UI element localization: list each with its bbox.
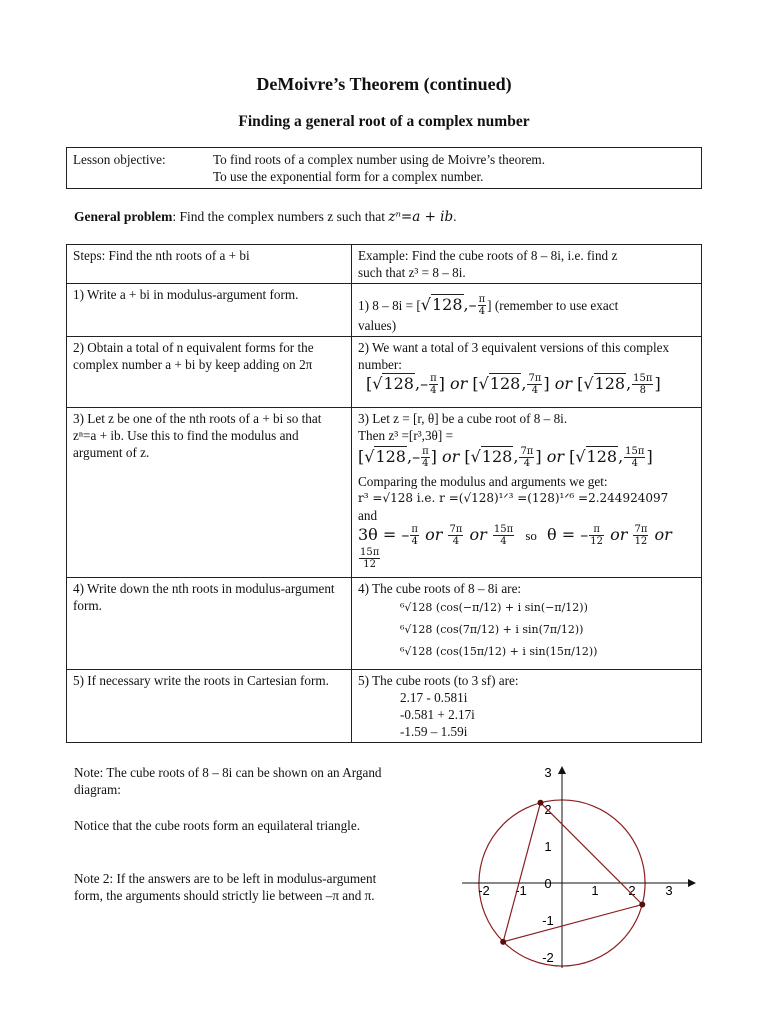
imaginary-axis-arrow [558, 766, 566, 774]
x-tick-label: 1 [591, 883, 599, 898]
step-1-right-b: ] (remember to use exact [487, 298, 619, 313]
objective-label: Lesson objective: [67, 148, 208, 189]
equilateral-triangle [503, 803, 642, 942]
step-2-right [352, 337, 702, 408]
general-text: : Find the complex numbers z such that [172, 209, 389, 224]
step-2-left: 2) Obtain a total of n equivalent forms for the complex number a + bi by keep adding on 2π [67, 337, 352, 408]
note-1-line-b: diagram: [74, 782, 121, 797]
step-1-right-a: 1) 8 – 8i = [ [358, 298, 421, 313]
step-3-left: 3) Let z be one of the nth roots of a + bi so that zⁿ=a + ib. Use this to find the modulus and argument of z. [67, 408, 352, 578]
step-3-line-1: 3) Let z = [r, θ] be a cube root of 8 – 8i. [358, 411, 568, 426]
root-1: ⁶√128 (cos(−π/12) + i sin(−π/12)) [400, 601, 588, 614]
root-point-2 [538, 800, 544, 806]
x-tick-label: 2 [628, 883, 636, 898]
step-4-right-text: 4) The cube roots of 8 – 8i are: [358, 581, 522, 596]
general-problem [74, 209, 457, 225]
header-right-line-1: Example: Find the cube roots of 8 – 8i, i.e. find z [358, 248, 618, 263]
page-title: DeMoivre’s Theorem (continued) [256, 74, 512, 94]
step-5-root-list [358, 689, 695, 740]
step-4-left: 4) Write down the nth roots in modulus-argument form. [67, 578, 352, 670]
step-5-right [352, 670, 702, 743]
steps-header-right [352, 245, 702, 284]
general-equation: zⁿ=a + ib [388, 209, 454, 225]
argand-diagram [456, 760, 706, 975]
step-2-right-text: 2) We want a total of 3 equivalent versions of this complex number: [358, 340, 670, 372]
step-4-root-list [358, 597, 695, 663]
objective-text [207, 148, 702, 189]
note-2 [74, 870, 376, 904]
y-tick-label: 2 [544, 802, 552, 817]
note-1 [74, 764, 382, 798]
y-tick-label: 1 [544, 839, 552, 854]
page-subtitle: Finding a general root of a complex number [238, 113, 530, 130]
objective-line-1: To find roots of a complex number using de Moivre’s theorem. [213, 152, 545, 167]
note-1-triangle: Notice that the cube roots form an equilateral triangle. [74, 818, 360, 833]
step-1-right-c: values) [358, 318, 397, 333]
cartesian-root-3: -1.59 – 1.59i [400, 724, 468, 739]
root-2: ⁶√128 (cos(7π/12) + i sin(7π/12)) [400, 623, 584, 636]
real-axis-arrow [688, 879, 696, 887]
cartesian-root-1: 2.17 - 0.581i [400, 690, 468, 705]
step-5-right-text: 5) The cube roots (to 3 sf) are: [358, 673, 519, 688]
steps-header-left: Steps: Find the nth roots of a + bi [67, 245, 352, 284]
note-2-line-a: Note 2: If the answers are to be left in modulus-argument [74, 871, 377, 886]
step-2-forms: [√128,– $\frac{\pi}{4}$ ] or [√128, $\frac{7\pi}{4}$ ] or [√128, $\frac{15\pi}{8}$ ] [366, 373, 661, 396]
root-point-1 [639, 901, 645, 907]
y-tick-label: 3 [544, 765, 552, 780]
general-end: . [453, 209, 457, 224]
root-point-3 [500, 939, 506, 945]
step-3-modulus: r³ =√128 i.e. r =(√128)¹ᐟ³ =(128)¹ᐟ⁶ =2.244924097 [358, 491, 669, 505]
root-3: ⁶√128 (cos(15π/12) + i sin(15π/12)) [400, 645, 598, 658]
steps-table [66, 244, 702, 743]
step-5-left: 5) If necessary write the roots in Cartesian form. [67, 670, 352, 743]
step-4-right [352, 578, 702, 670]
header-right-line-2: such that z³ = 8 – 8i. [358, 265, 466, 280]
step-3-forms: [√128,– $\frac{\pi}{4}$ ] or [√128, $\frac{7\pi}{4}$ ] or [√128, $\frac{15\pi}{4}$ ] [358, 446, 653, 469]
y-tick-label: 0 [544, 876, 552, 891]
x-tick-label: -1 [515, 883, 527, 898]
step-3-right [352, 408, 702, 578]
objective-line-2: To use the exponential form for a complex number. [213, 169, 484, 184]
y-tick-label: -2 [542, 950, 554, 965]
y-tick-label: -1 [542, 913, 554, 928]
step-3-arguments: 3θ = – $\frac{\pi}{4}$ or $\frac{7\pi}{4}$ or $\frac{15\pi}{4}$ so θ = – $\frac{\pi}{12}$ or $\frac{7\pi}{12}$ or $\frac{15\pi}{12}$ [358, 524, 672, 570]
note-2-line-b: form, the arguments should strictly lie between –π and π. [74, 888, 375, 903]
step-1-left: 1) Write a + bi in modulus-argument form. [67, 284, 352, 337]
note-1-line-a: Note: The cube roots of 8 – 8i can be shown on an Argand [74, 765, 382, 780]
step-3-and: and [358, 508, 378, 523]
objective-table [66, 147, 702, 189]
step-3-line-2: Then z³ =[r³,3θ] = [358, 428, 454, 443]
general-label: General problem [74, 209, 173, 224]
x-tick-label: -2 [478, 883, 490, 898]
x-tick-label: 3 [665, 883, 673, 898]
cartesian-root-2: -0.581 + 2.17i [400, 707, 475, 722]
step-3-compare: Comparing the modulus and arguments we get: [358, 474, 608, 489]
step-1-right: 1) 8 – 8i = [√128,– $\frac{\pi}{4}$ ] (remember to use exact values) [352, 284, 702, 337]
